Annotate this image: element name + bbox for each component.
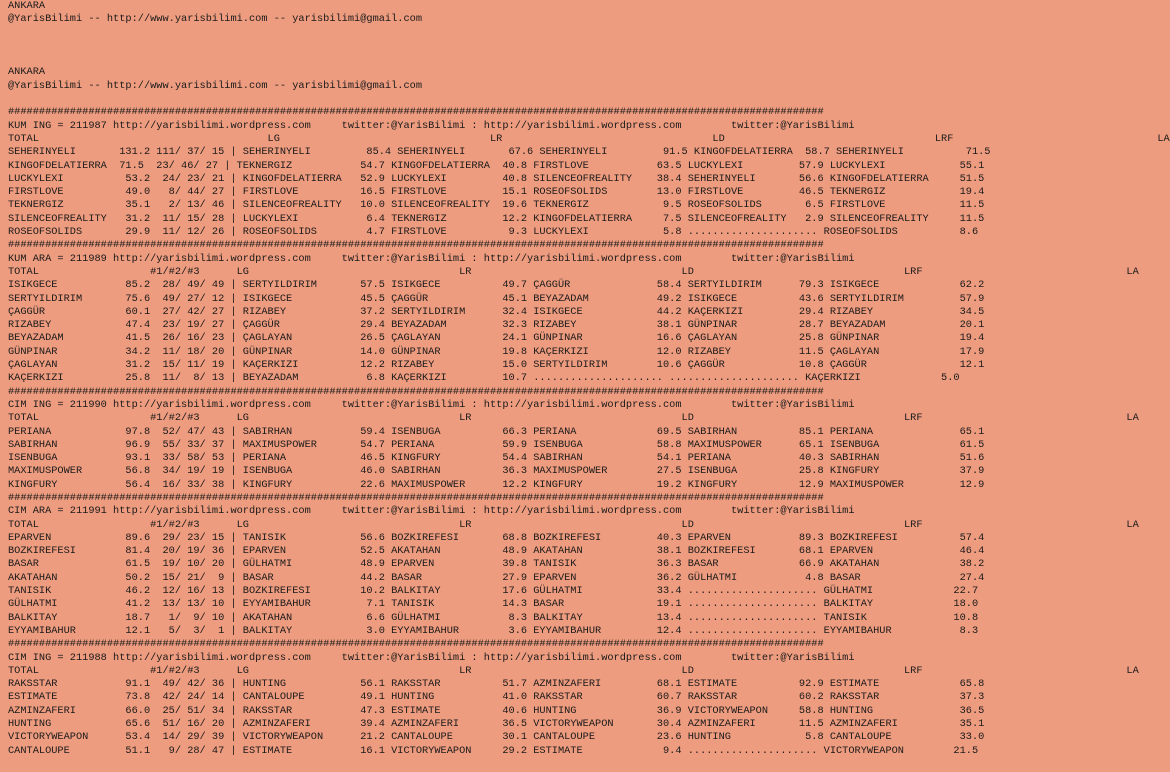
blank-line (8, 40, 1020, 53)
table-row: HUNTING 65.6 51/ 16/ 20 | AZMINZAFERI 39.4 AZMINZAFERI 36.5 VICTORYWEAPON 30.4 AZMINZAFERI 11.5 AZMINZAFERI 35.1 (8, 718, 985, 731)
table-row: RIZABEY 47.4 23/ 19/ 27 | ÇAGGÜR 29.4 BEYAZADAM 32.3 RIZABEY 38.1 GÜNPINAR 28.7 BEYAZADAM 20.1 (8, 319, 985, 332)
table-row: KINGOFDELATIERRA 71.5 23/ 46/ 27 | TEKNERGIZ 54.7 KINGOFDELATIERRA 40.8 FIRSTLOVE 63.5 LUCKYLEXI 57.9 LUCKYLEXI 55.1 (8, 159, 985, 172)
separator-line: #################################################################################################################################### (8, 638, 824, 651)
table-row: ÇAGGÜR 60.1 27/ 42/ 27 | RIZABEY 37.2 SERTYILDIRIM 32.4 ISIKGECE 44.2 KAÇERKIZI 29.4 RIZABEY 34.5 (8, 305, 985, 318)
table-row: EPARVEN 89.6 29/ 23/ 15 | TANISIK 56.6 BOZKIREFESI 68.8 BOZKIREFESI 40.3 EPARVEN 89.3 BOZKIREFESI 57.4 (8, 531, 985, 544)
table-row: MAXIMUSPOWER 56.8 34/ 19/ 19 | ISENBUGA 46.0 SABIRHAN 36.3 MAXIMUSPOWER 27.5 ISENBUGA 25.8 KINGFURY 37.9 (8, 465, 985, 478)
blank-line (8, 53, 1020, 66)
section-title: CIM ARA = 211991 http://yarisbilimi.wordpress.com twitter:@YarisBilimi : http://yarisbilimi.wordpress.com twitter:@YarisBilimi (8, 505, 855, 518)
table-row: KAÇERKIZI 25.8 11/ 8/ 13 | BEYAZADAM 6.8 KAÇERKIZI 10.7 ..................... ..................... KAÇERKIZI 5.0 (8, 372, 960, 385)
table-row: KINGFURY 56.4 16/ 33/ 38 | KINGFURY 22.6 MAXIMUSPOWER 12.2 KINGFURY 19.2 KINGFURY 12.9 MAXIMUSPOWER 12.9 (8, 478, 985, 491)
race-sections (8, 106, 1170, 758)
table-row: SERTYILDIRIM 75.6 49/ 27/ 12 | ISIKGECE 45.5 ÇAGGÜR 45.1 BEYAZADAM 49.2 ISIKGECE 43.6 SERTYILDIRIM 57.9 (8, 292, 985, 305)
blank-line (8, 27, 1020, 40)
column-header: TOTAL #1/#2/#3 LG LR LD LRF LA (8, 518, 1139, 531)
table-row: AZMINZAFERI 66.0 25/ 51/ 34 | RAKSSTAR 47.3 ESTIMATE 40.6 HUNTING 36.9 VICTORYWEAPON 58.8 HUNTING 36.5 (8, 704, 985, 717)
table-row: SILENCEOFREALITY 31.2 11/ 15/ 28 | LUCKYLEXI 6.4 TEKNERGIZ 12.2 KINGOFDELATIERRA 7.5 SILENCEOFREALITY 2.9 SILENCEOFREALITY 11.5 (8, 212, 985, 225)
table-row: SABIRHAN 96.9 55/ 33/ 37 | MAXIMUSPOWER 54.7 PERIANA 59.9 ISENBUGA 58.8 MAXIMUSPOWER 65.1 ISENBUGA 61.5 (8, 438, 985, 451)
section-title: KUM ING = 211987 http://yarisbilimi.wordpress.com twitter:@YarisBilimi : http://yarisbilimi.wordpress.com twitter:@YarisBilimi (8, 119, 855, 132)
header-contact: @YarisBilimi -- http://www.yarisbilimi.com -- yarisbilimi@gmail.com (8, 13, 423, 26)
table-row: AKATAHAN 50.2 15/ 21/ 9 | BASAR 44.2 BASAR 27.9 EPARVEN 36.2 GÜLHATMI 4.8 BASAR 27.4 (8, 571, 985, 584)
table-row: EYYAMIBAHUR 12.1 5/ 3/ 1 | BALKITAY 3.0 EYYAMIBAHUR 3.6 EYYAMIBAHUR 12.4 ..................... EYYAMIBAHUR 8.3 (8, 624, 979, 637)
table-row: BOZKIREFESI 81.4 20/ 19/ 36 | EPARVEN 52.5 AKATAHAN 48.9 AKATAHAN 38.1 BOZKIREFESI 68.1 EPARVEN 46.4 (8, 545, 985, 558)
table-row: ISIKGECE 85.2 28/ 49/ 49 | SERTYILDIRIM 57.5 ISIKGECE 49.7 ÇAGGÜR 58.4 SERTYILDIRIM 79.3 ISIKGECE 62.2 (8, 279, 985, 292)
table-row: ROSEOFSOLIDS 29.9 11/ 12/ 26 | ROSEOFSOLIDS 4.7 FIRSTLOVE 9.3 LUCKYLEXI 5.8 ..................... ROSEOFSOLIDS 8.6 (8, 226, 979, 239)
table-row: ESTIMATE 73.8 42/ 24/ 14 | CANTALOUPE 49.1 HUNTING 41.0 RAKSSTAR 60.7 RAKSSTAR 60.2 RAKSSTAR 37.3 (8, 691, 985, 704)
table-row: SEHERINYELI 131.2 111/ 37/ 15 | SEHERINYELI 85.4 SEHERINYELI 67.6 SEHERINYELI 91.5 KINGOFDELATIERRA 58.7 SEHERINYELI 71.5 (8, 146, 991, 159)
table-row: GÜNPINAR 34.2 11/ 18/ 20 | GÜNPINAR 14.0 GÜNPINAR 19.8 KAÇERKIZI 12.0 RIZABEY 11.5 ÇAGLAYAN 17.9 (8, 345, 985, 358)
text-document (8, 0, 1170, 772)
blank-line (8, 93, 1020, 106)
separator-line: #################################################################################################################################### (8, 239, 824, 252)
column-header: TOTAL #1/#2/#3 LG LR LD LRF LA (8, 265, 1139, 278)
section-title: CIM ING = 211990 http://yarisbilimi.wordpress.com twitter:@YarisBilimi : http://yarisbilimi.wordpress.com twitter:@YarisBilimi (8, 398, 855, 411)
table-row: GÜLHATMI 41.2 13/ 13/ 10 | EYYAMIBAHUR 7.1 TANISIK 14.3 BASAR 19.1 ..................... BALKITAY 18.0 (8, 598, 979, 611)
table-row: TEKNERGIZ 35.1 2/ 13/ 46 | SILENCEOFREALITY 10.0 SILENCEOFREALITY 19.6 TEKNERGIZ 9.5 ROSEOFSOLIDS 6.5 FIRSTLOVE 11.5 (8, 199, 985, 212)
table-row: TANISIK 46.2 12/ 16/ 13 | BOZKIREFESI 10.2 BALKITAY 17.6 GÜLHATMI 33.4 ..................... GÜLHATMI 22.7 (8, 585, 979, 598)
table-row: BASAR 61.5 19/ 10/ 20 | GÜLHATMI 48.9 EPARVEN 39.8 TANISIK 36.3 BASAR 66.9 AKATAHAN 38.2 (8, 558, 985, 571)
table-row: BALKITAY 18.7 1/ 9/ 10 | AKATAHAN 6.6 GÜLHATMI 8.3 BALKITAY 13.4 ..................... TANISIK 10.8 (8, 611, 979, 624)
table-row: LUCKYLEXI 53.2 24/ 23/ 21 | KINGOFDELATIERRA 52.9 LUCKYLEXI 40.8 SILENCEOFREALITY 38.4 SEHERINYELI 56.6 KINGOFDELATIERRA 51.5 (8, 172, 985, 185)
separator-line: #################################################################################################################################### (8, 491, 824, 504)
separator-line: #################################################################################################################################### (8, 106, 824, 119)
table-row: PERIANA 97.8 52/ 47/ 43 | SABIRHAN 59.4 ISENBUGA 66.3 PERIANA 69.5 SABIRHAN 85.1 PERIANA 65.1 (8, 425, 985, 438)
table-row: VICTORYWEAPON 53.4 14/ 29/ 39 | VICTORYWEAPON 21.2 CANTALOUPE 30.1 CANTALOUPE 23.6 HUNTING 5.8 CANTALOUPE 33.0 (8, 731, 985, 744)
column-header: TOTAL LG LR LD LRF LA (8, 132, 1170, 145)
table-row: BEYAZADAM 41.5 26/ 16/ 23 | ÇAGLAYAN 26.5 ÇAGLAYAN 24.1 GÜNPINAR 16.6 ÇAGLAYAN 25.8 GÜNPINAR 19.4 (8, 332, 985, 345)
header-title: ANKARA (8, 0, 46, 12)
table-row: FIRSTLOVE 49.0 8/ 44/ 27 | FIRSTLOVE 16.5 FIRSTLOVE 15.1 ROSEOFSOLIDS 13.0 FIRSTLOVE 46.5 TEKNERGIZ 19.4 (8, 186, 985, 199)
separator-line: #################################################################################################################################### (8, 385, 824, 398)
column-header: TOTAL #1/#2/#3 LG LR LD LRF LA (8, 664, 1139, 677)
table-row: ÇAGLAYAN 31.2 15/ 11/ 19 | KAÇERKIZI 12.2 RIZABEY 15.0 SERTYILDIRIM 10.6 ÇAGGÜR 10.8 ÇAGGÜR 12.1 (8, 359, 985, 372)
section-title: CIM ING = 211988 http://yarisbilimi.wordpress.com twitter:@YarisBilimi : http://yarisbilimi.wordpress.com twitter:@YarisBilimi (8, 651, 855, 664)
table-row: CANTALOUPE 51.1 9/ 28/ 47 | ESTIMATE 16.1 VICTORYWEAPON 29.2 ESTIMATE 9.4 ..................... VICTORYWEAPON 21.5 (8, 744, 979, 757)
section-title: KUM ARA = 211989 http://yarisbilimi.wordpress.com twitter:@YarisBilimi : http://yarisbilimi.wordpress.com twitter:@YarisBilimi (8, 252, 855, 265)
header-title-repeat: ANKARA (8, 66, 46, 79)
column-header: TOTAL #1/#2/#3 LG LR LD LRF LA (8, 412, 1139, 425)
header-contact-repeat: @YarisBilimi -- http://www.yarisbilimi.com -- yarisbilimi@gmail.com (8, 79, 423, 92)
table-row: ISENBUGA 93.1 33/ 58/ 53 | PERIANA 46.5 KINGFURY 54.4 SABIRHAN 54.1 PERIANA 40.3 SABIRHAN 51.6 (8, 452, 985, 465)
table-row: RAKSSTAR 91.1 49/ 42/ 36 | HUNTING 56.1 RAKSSTAR 51.7 AZMINZAFERI 68.1 ESTIMATE 92.9 ESTIMATE 65.8 (8, 678, 985, 691)
